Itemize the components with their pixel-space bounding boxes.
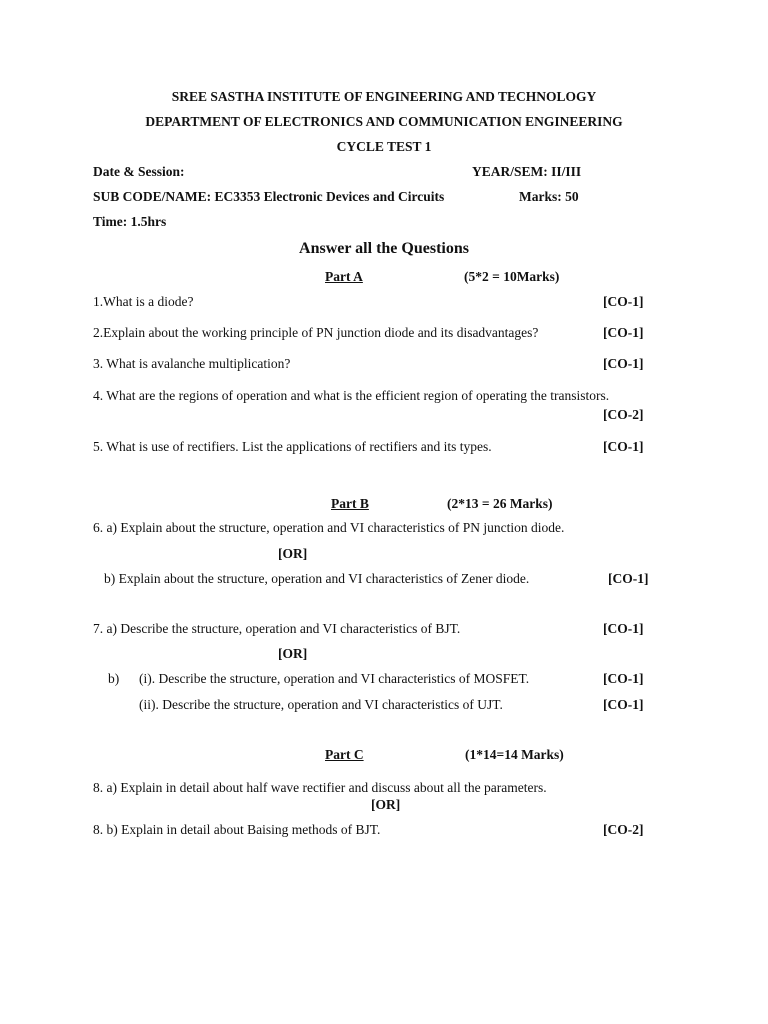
question-4-co: [CO-2]	[603, 407, 644, 422]
year-sem-label: YEAR/SEM: II/III	[472, 164, 582, 179]
question-6b-co: [CO-1]	[608, 571, 649, 586]
or-separator-2: [OR]	[278, 646, 308, 661]
question-7a: 7. a) Describe the structure, operation and VI characteristics of BJT.	[93, 621, 461, 636]
question-8b: 8. b) Explain in detail about Baising methods of BJT.	[93, 822, 381, 837]
department-name: DEPARTMENT OF ELECTRONICS AND COMMUNICATION ENGINEERING	[145, 114, 623, 129]
sub-code-label: SUB CODE/NAME: EC3353 Electronic Devices and Circuits	[93, 189, 445, 204]
question-7b-ii-co: [CO-1]	[603, 697, 644, 712]
question-8b-co: [CO-2]	[603, 822, 644, 837]
or-separator-3: [OR]	[371, 797, 401, 812]
part-c-title: Part C	[325, 747, 364, 762]
marks-label: Marks: 50	[519, 189, 579, 204]
question-3: 3. What is avalanche multiplication?	[93, 356, 291, 371]
time-label: Time: 1.5hrs	[93, 214, 167, 229]
part-a-marks: (5*2 = 10Marks)	[464, 269, 560, 284]
question-6a: 6. a) Explain about the structure, operation and VI characteristics of PN junction diode.	[93, 520, 565, 535]
part-b-title: Part B	[331, 496, 369, 511]
question-8a: 8. a) Explain in detail about half wave rectifier and discuss about all the parameters.	[93, 780, 547, 795]
part-c-marks: (1*14=14 Marks)	[465, 747, 564, 762]
question-1: 1.What is a diode?	[93, 294, 194, 309]
question-7b-label: b)	[108, 671, 120, 686]
date-session-label: Date & Session:	[93, 164, 185, 179]
test-title: CYCLE TEST 1	[336, 139, 432, 154]
question-5: 5. What is use of rectifiers. List the applications of rectifiers and its types.	[93, 439, 492, 454]
part-a-title: Part A	[325, 269, 363, 284]
question-6b: b) Explain about the structure, operation and VI characteristics of Zener diode.	[104, 571, 530, 586]
or-separator-1: [OR]	[278, 546, 308, 561]
question-2: 2.Explain about the working principle of PN junction diode and its disadvantages?	[93, 325, 539, 340]
institute-name: SREE SASTHA INSTITUTE OF ENGINEERING AND TECHNOLOGY	[171, 89, 597, 104]
question-3-co: [CO-1]	[603, 356, 644, 371]
question-7b-i-co: [CO-1]	[603, 671, 644, 686]
question-4: 4. What are the regions of operation and what is the efficient region of operating the transistors.	[93, 388, 610, 403]
question-1-co: [CO-1]	[603, 294, 644, 309]
question-2-co: [CO-1]	[603, 325, 644, 340]
question-5-co: [CO-1]	[603, 439, 644, 454]
question-7b-ii: (ii). Describe the structure, operation and VI characteristics of UJT.	[139, 697, 503, 712]
part-b-marks: (2*13 = 26 Marks)	[447, 496, 553, 511]
question-7a-co: [CO-1]	[603, 621, 644, 636]
instruction-heading: Answer all the Questions	[299, 240, 469, 257]
question-7b-i: (i). Describe the structure, operation and VI characteristics of MOSFET.	[139, 671, 530, 686]
